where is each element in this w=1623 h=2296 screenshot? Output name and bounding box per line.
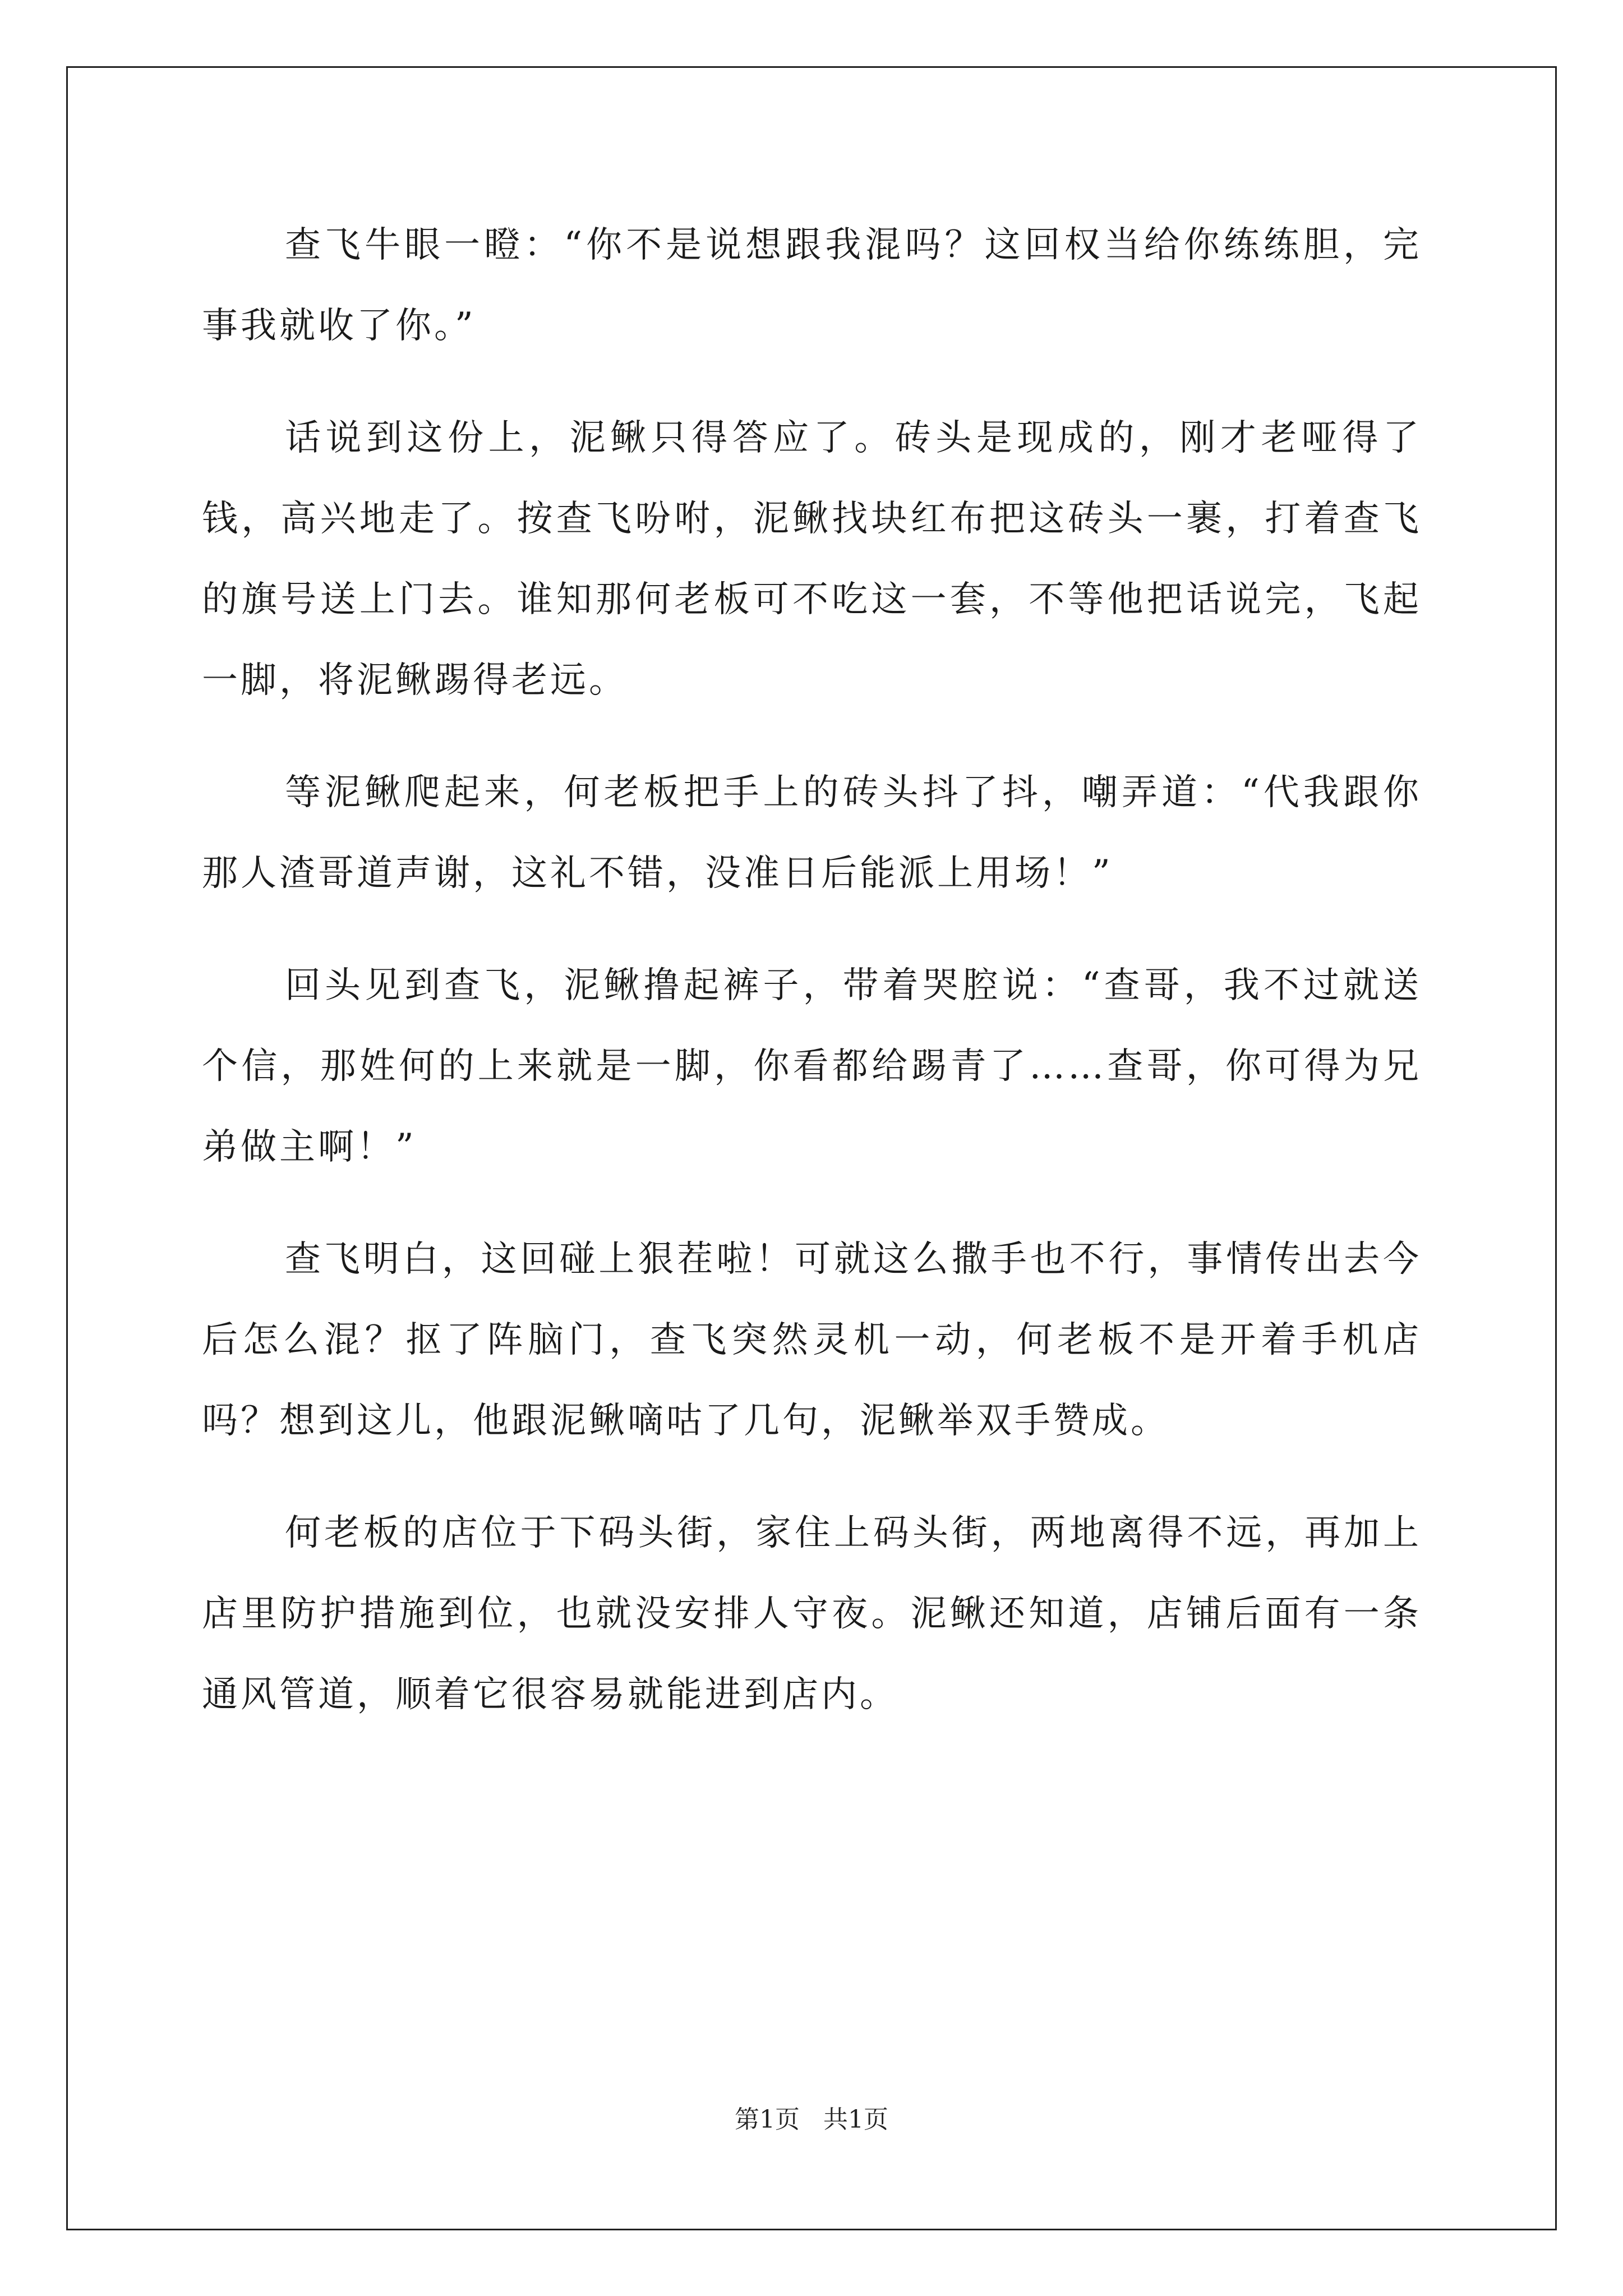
paragraph-1: 查飞牛眼一瞪：“你不是说想跟我混吗？这回权当给你练练胆，完事我就收了你。” <box>202 224 1422 347</box>
paragraph-4: 回头见到查飞，泥鳅撸起裤子，带着哭腔说：“查哥，我不过就送个信，那姓何的上来就是一脚，你看都给踢青了……查哥，你可得为兄弟做主啊！” <box>202 965 1422 1168</box>
paragraph-2: 话说到这份上，泥鳅只得答应了。砖头是现成的，刚才老哑得了钱，高兴地走了。按查飞吩咐，泥鳅找块红布把这砖头一裹，打着查飞的旗号送上门去。谁知那何老板可不吃这一套，不等他把话说完，飞起一脚，将泥鳅踢得老远。 <box>202 417 1422 701</box>
page-footer: 第1页 共1页 <box>735 2105 888 2134</box>
paragraph-3: 等泥鳅爬起来，何老板把手上的砖头抖了抖，嘲弄道：“代我跟你那人渣哥道声谢，这礼不错，没准日后能派上用场！” <box>202 772 1422 894</box>
document-body <box>202 205 1422 1766</box>
paragraph-6: 何老板的店位于下码头街，家住上码头街，两地离得不远，再加上店里防护措施到位，也就没安排人守夜。泥鳅还知道，店铺后面有一条通风管道，顺着它很容易就能进到店内。 <box>202 1512 1422 1715</box>
paragraph-5: 查飞明白，这回碰上狠茬啦！可就这么撒手也不行，事情传出去今后怎么混？抠了阵脑门，查飞突然灵机一动，何老板不是开着手机店吗？想到这儿，他跟泥鳅嘀咕了几句，泥鳅举双手赞成。 <box>202 1239 1422 1442</box>
